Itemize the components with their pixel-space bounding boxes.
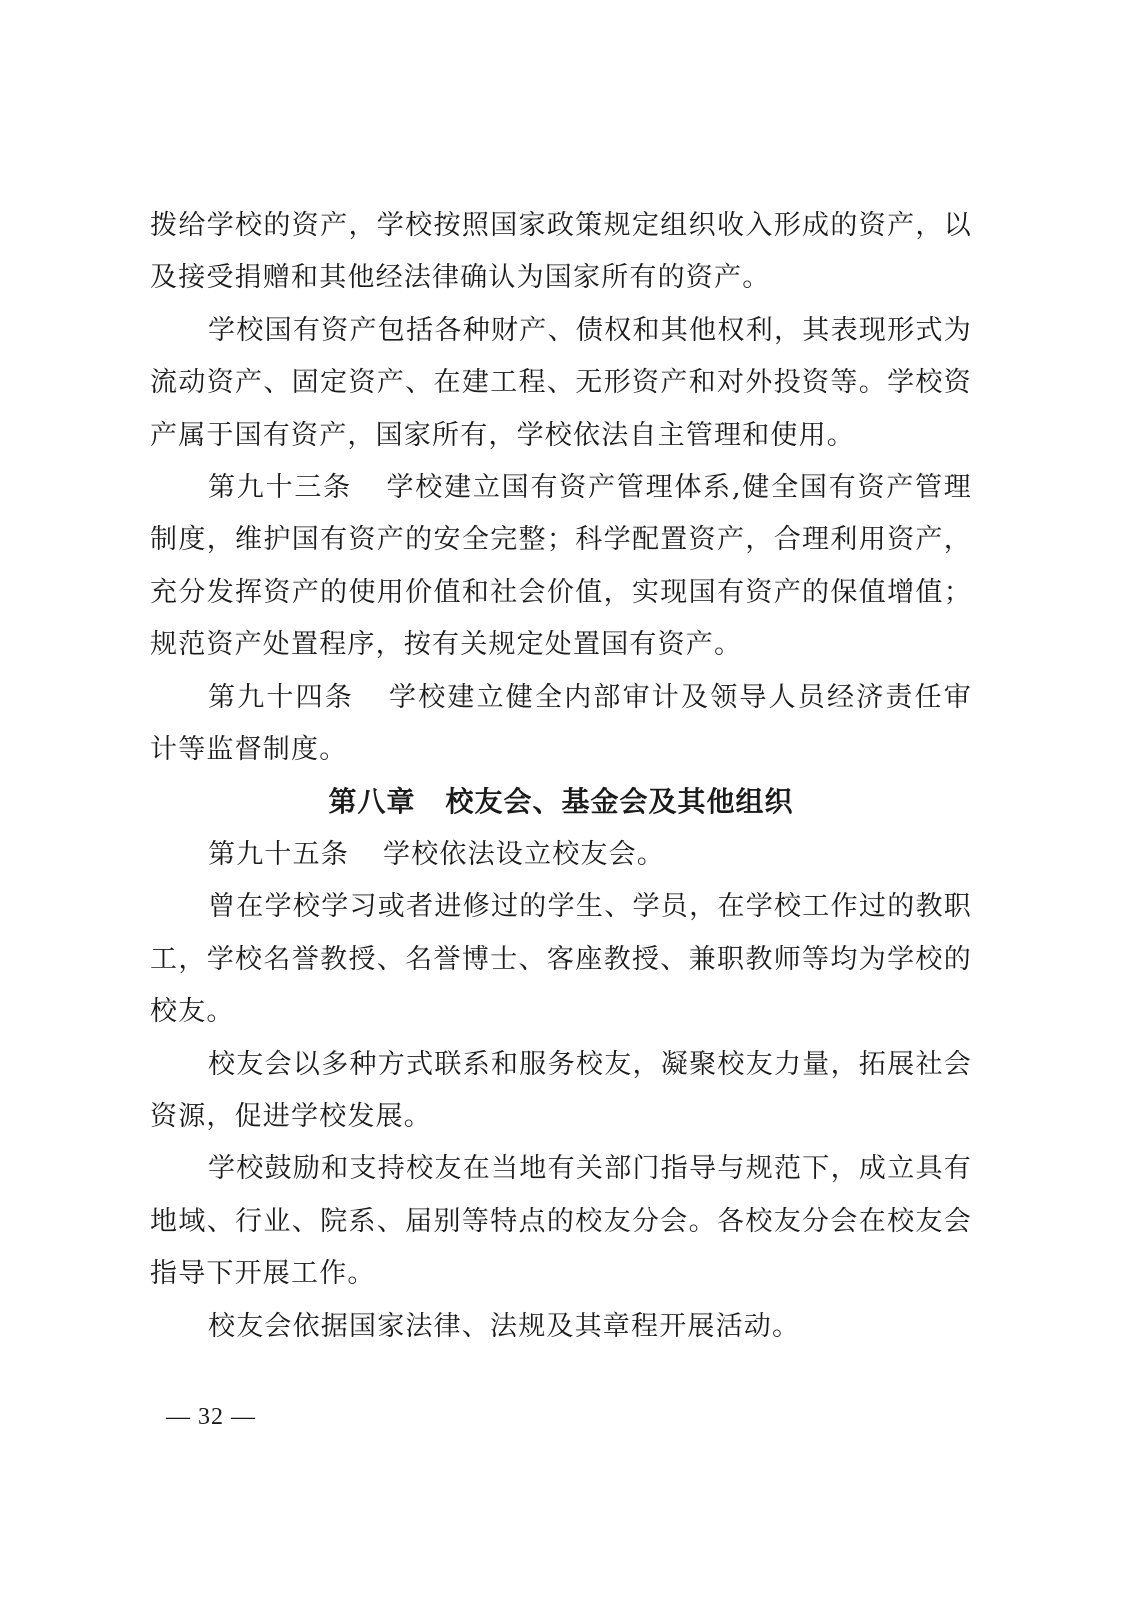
article-95 xyxy=(150,829,972,881)
paragraph-alumni-definition: 曾在学校学习或者进修过的学生、学员，在学校工作过的教职工，学校名誉教授、名誉博士、客座教授、兼职教师等均为学校的校友。 xyxy=(150,891,972,1028)
paragraph-alumni-association: 校友会以多种方式联系和服务校友，凝聚校友力量，拓展社会资源，促进学校发展。 xyxy=(150,1048,972,1132)
article-95-label: 第九十五条 xyxy=(208,838,349,870)
article-95-text: 学校依法设立校友会。 xyxy=(383,838,665,870)
article-93-text: 学校建立国有资产管理体系,健全国有资产管理制度，维护国有资产的安全完整；科学配置资产，合理利用资产，充分发挥资产的使用价值和社会价值，实现国有资产的保值增值；规范资产处置程序，按有关规定处置国有资产。 xyxy=(150,472,972,661)
paragraph-assets-definition: 学校国有资产包括各种财产、债权和其他权利，其表现形式为流动资产、固定资产、在建工程、无形资产和对外投资等。学校资产属于国有资产，国家所有，学校依法自主管理和使用。 xyxy=(150,314,972,451)
article-93-label: 第九十三条 xyxy=(208,472,352,504)
page-number: — 32 — xyxy=(166,1404,256,1430)
paragraph-continuation: 拨给学校的资产，学校按照国家政策规定组织收入形成的资产，以及接受捐赠和其他经法律确认为国家所有的资产。 xyxy=(150,210,972,294)
paragraph-alumni-branches: 学校鼓励和支持校友在当地有关部门指导与规范下，成立具有地域、行业、院系、届别等特点的校友分会。各校友分会在校友会指导下开展工作。 xyxy=(150,1153,972,1290)
article-94-label: 第九十四条 xyxy=(208,681,354,713)
chapter-number: 第八章 xyxy=(328,785,416,819)
document-page xyxy=(150,200,972,1353)
article-94-text: 学校建立健全内部审计及领导人员经济责任审计等监督制度。 xyxy=(150,681,972,766)
paragraph-alumni-activities: 校友会依据国家法律、法规及其章程开展活动。 xyxy=(208,1310,801,1342)
chapter-heading xyxy=(150,776,972,828)
article-93 xyxy=(150,462,972,672)
article-94 xyxy=(150,672,972,777)
chapter-title: 校友会、基金会及其他组织 xyxy=(445,785,794,819)
